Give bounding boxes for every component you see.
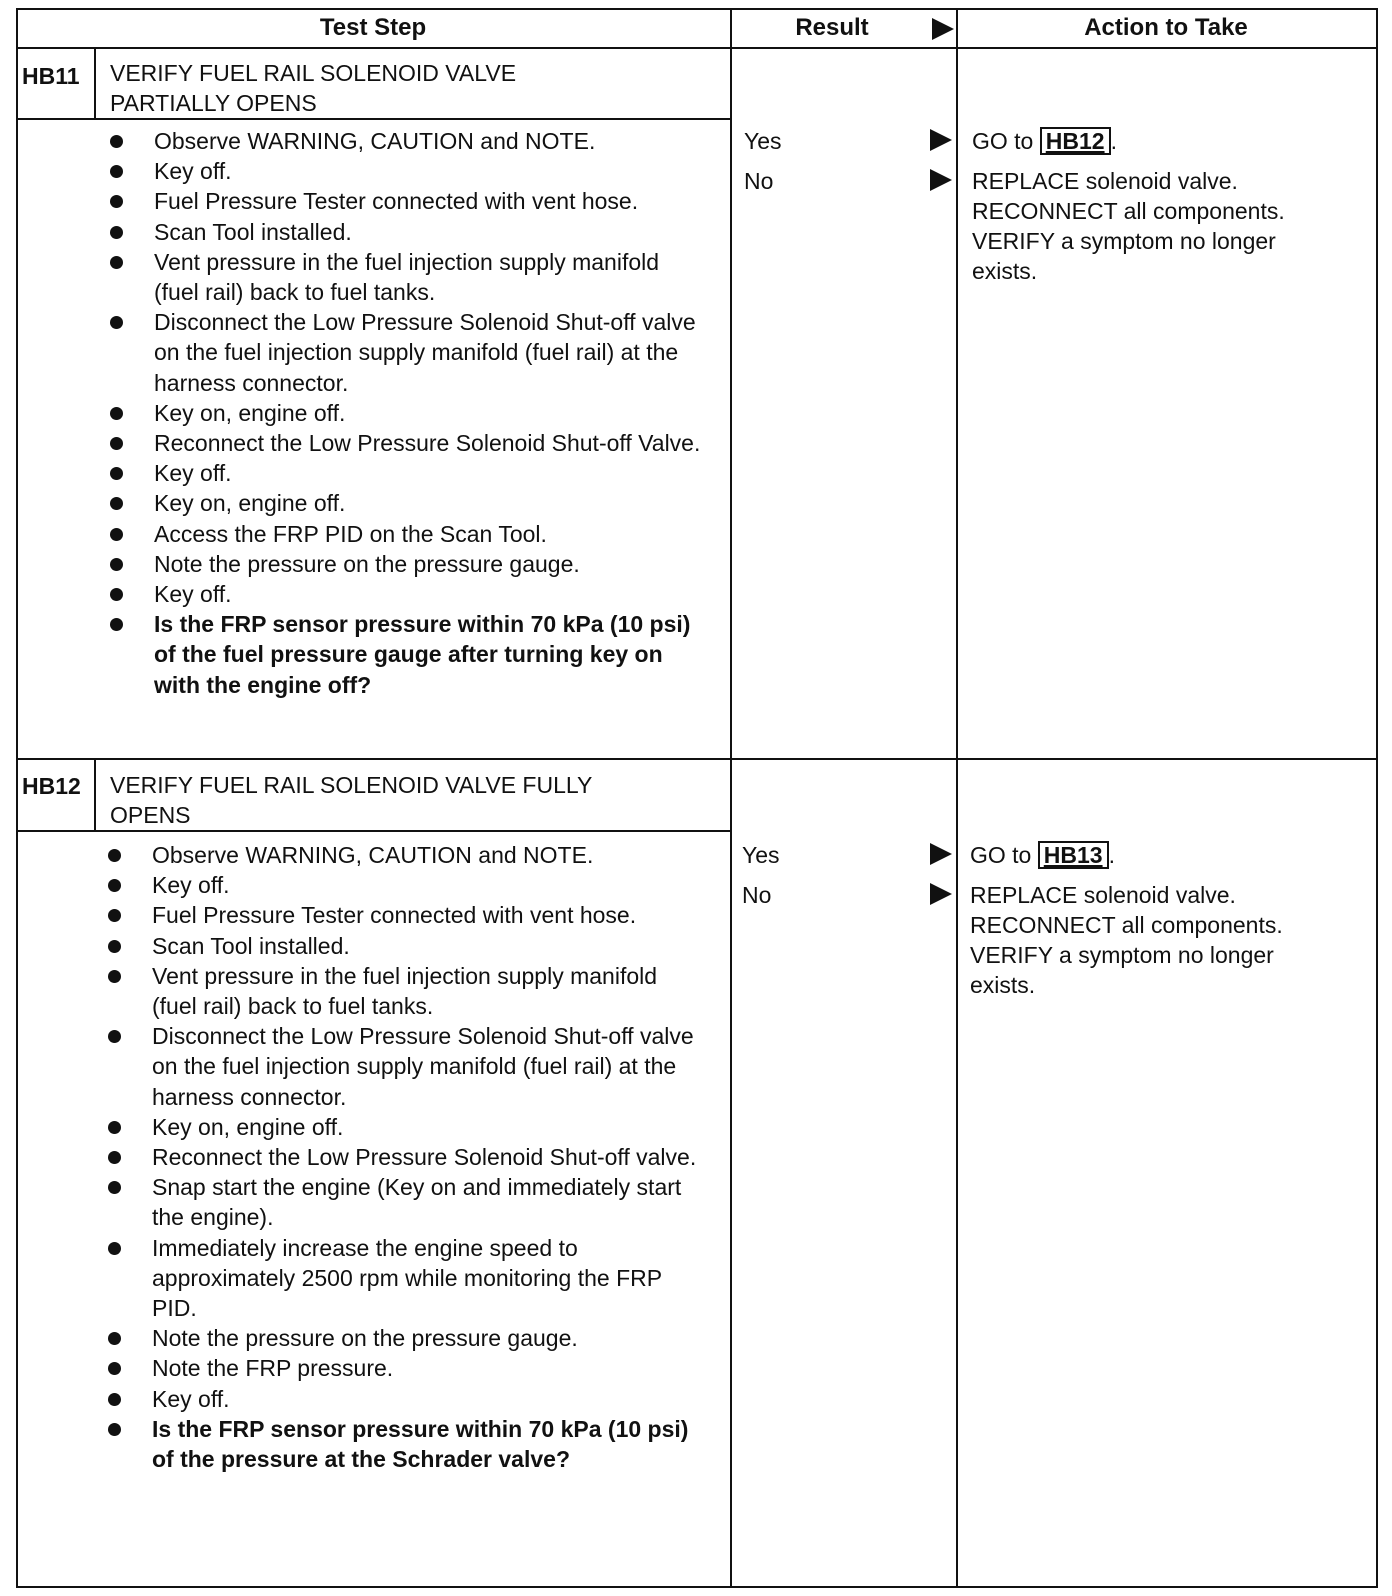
- step-title-divider: [16, 118, 730, 120]
- arrow-right-icon: [930, 843, 952, 865]
- action-yes: GO to HB12 .: [972, 128, 1117, 154]
- list-item: Key on, engine off.: [108, 1112, 708, 1142]
- step-title-divider: [16, 830, 730, 832]
- action-no: [972, 166, 1285, 286]
- header-action: Action to Take: [1084, 14, 1248, 41]
- action-go-to-text: GO to: [970, 842, 1032, 868]
- result-yes: Yes: [742, 842, 780, 868]
- action-line: VERIFY a symptom no longer: [972, 228, 1276, 254]
- result-no: No: [744, 168, 774, 194]
- step-bullet-list: [110, 126, 710, 700]
- list-item: Scan Tool installed.: [110, 217, 710, 247]
- header-arrow-icon: [932, 18, 954, 40]
- step-title-line: VERIFY FUEL RAIL SOLENOID VALVE: [110, 60, 517, 86]
- step-id-divider: [94, 48, 96, 120]
- list-item: Disconnect the Low Pressure Solenoid Shut-off valve on the fuel injection supply manifold (fuel rail) at the harness connector.: [108, 1021, 708, 1112]
- step-bullet-list: [108, 840, 708, 1474]
- action-line: RECONNECT all components.: [972, 198, 1285, 224]
- step-id: HB11: [22, 63, 80, 89]
- action-go-to-text: GO to: [972, 128, 1034, 154]
- action-line: REPLACE solenoid valve.: [970, 882, 1236, 908]
- list-item: Note the FRP pressure.: [108, 1353, 708, 1383]
- list-item: Key on, engine off.: [110, 488, 710, 518]
- list-item: Key on, engine off.: [110, 398, 710, 428]
- list-item: Note the pressure on the pressure gauge.: [108, 1323, 708, 1353]
- action-yes: GO to HB13 .: [970, 842, 1115, 868]
- result-no: No: [742, 882, 772, 908]
- list-item: Reconnect the Low Pressure Solenoid Shut-off Valve.: [110, 428, 710, 458]
- action-line: VERIFY a symptom no longer: [970, 942, 1274, 968]
- list-item: Reconnect the Low Pressure Solenoid Shut-off valve.: [108, 1142, 708, 1172]
- list-item: Observe WARNING, CAUTION and NOTE.: [110, 126, 710, 156]
- list-item: Note the pressure on the pressure gauge.: [110, 549, 710, 579]
- list-item: Access the FRP PID on the Scan Tool.: [110, 519, 710, 549]
- list-item: Vent pressure in the fuel injection supply manifold (fuel rail) back to fuel tanks.: [110, 247, 710, 307]
- result-yes: Yes: [744, 128, 782, 154]
- step-title-line: OPENS: [110, 802, 191, 828]
- list-item: Disconnect the Low Pressure Solenoid Shut-off valve on the fuel injection supply manifold (fuel rail) at the harness connector.: [110, 307, 710, 398]
- list-item: Key off.: [110, 579, 710, 609]
- list-item: Key off.: [108, 870, 708, 900]
- list-item: Key off.: [110, 156, 710, 186]
- list-item: Observe WARNING, CAUTION and NOTE.: [108, 840, 708, 870]
- step-title: [110, 58, 516, 118]
- step-link-hb12[interactable]: HB12: [1040, 127, 1111, 155]
- step-link-hb13[interactable]: HB13: [1038, 841, 1109, 869]
- list-item: Fuel Pressure Tester connected with vent hose.: [110, 186, 710, 216]
- action-line: RECONNECT all components.: [970, 912, 1283, 938]
- action-line: REPLACE solenoid valve.: [972, 168, 1238, 194]
- list-item: Vent pressure in the fuel injection supply manifold (fuel rail) back to fuel tanks.: [108, 961, 708, 1021]
- step-title-line: PARTIALLY OPENS: [110, 90, 317, 116]
- action-line: exists.: [970, 972, 1036, 998]
- diagnostic-table: [16, 8, 1376, 1586]
- question-item: Is the FRP sensor pressure within 70 kPa (10 psi) of the fuel pressure gauge after turning key on with the engine off?: [110, 609, 710, 700]
- step-title: [110, 770, 592, 830]
- action-column-divider: [956, 8, 958, 1586]
- list-item: Key off.: [108, 1384, 708, 1414]
- row-divider: [16, 758, 1376, 760]
- arrow-right-icon: [930, 129, 952, 151]
- header-divider: [16, 47, 1376, 49]
- step-title-line: VERIFY FUEL RAIL SOLENOID VALVE FULLY: [110, 772, 593, 798]
- action-no: [970, 880, 1283, 1000]
- header-result: Result: [795, 14, 869, 41]
- list-item: Snap start the engine (Key on and immediately start the engine).: [108, 1172, 708, 1232]
- question-item: Is the FRP sensor pressure within 70 kPa (10 psi) of the pressure at the Schrader valve?: [108, 1414, 708, 1474]
- list-item: Key off.: [110, 458, 710, 488]
- header-test-step: Test Step: [319, 14, 427, 41]
- result-column-divider: [730, 8, 732, 1586]
- list-item: Immediately increase the engine speed to approximately 2500 rpm while monitoring the FRP PID.: [108, 1233, 708, 1324]
- arrow-right-icon: [930, 169, 952, 191]
- step-id: HB12: [22, 773, 81, 799]
- list-item: Fuel Pressure Tester connected with vent hose.: [108, 900, 708, 930]
- step-id-divider: [94, 760, 96, 832]
- list-item: Scan Tool installed.: [108, 931, 708, 961]
- arrow-right-icon: [930, 883, 952, 905]
- action-line: exists.: [972, 258, 1038, 284]
